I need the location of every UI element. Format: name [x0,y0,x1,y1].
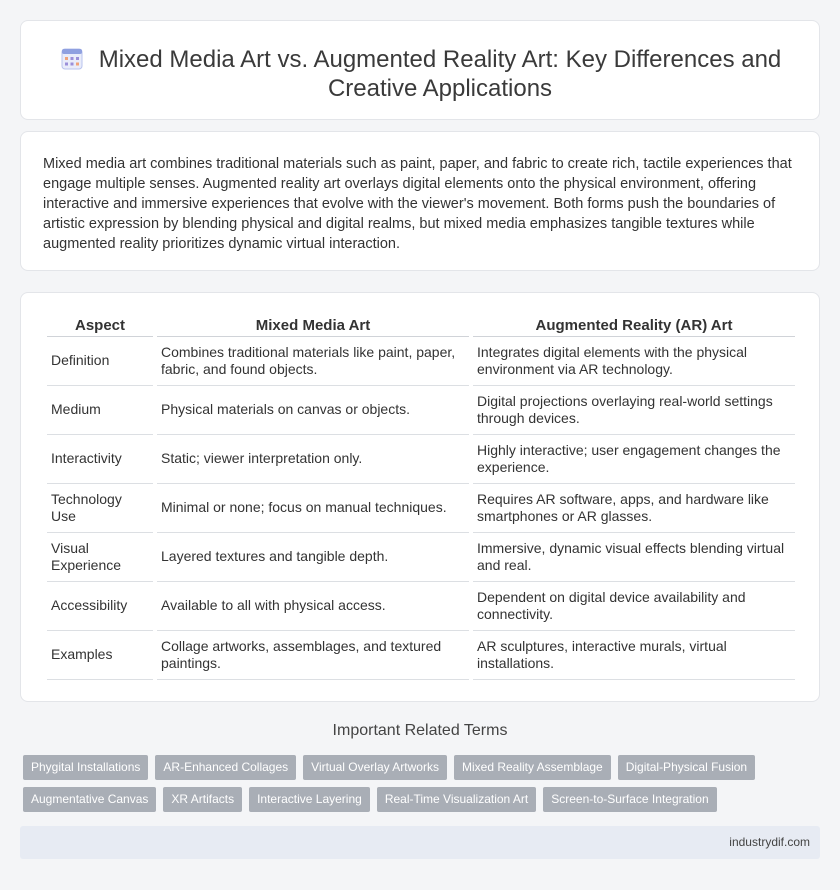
intro-card [20,131,820,271]
page-title: Mixed Media Art vs. Augmented Reality Art: Key Differences and Creative Applications [98,46,782,102]
footer-bar [20,826,820,859]
row-aspect: Technology Use [47,484,153,533]
row-mixed-media: Available to all with physical access. [157,582,469,631]
table-row [47,533,795,582]
intro-paragraph: Mixed media art combines traditional materials such as paint, paper, and fabric to create rich, tactile experiences that engage multiple senses. Augmented reality art overlays digital elements onto the physical environment, offering interactive and immersive experiences that evolve with the viewer's movement. Both forms push the boundaries of artistic expression by blending physical and digital realms, but mixed media emphasizes tangible textures while augmented reality prioritizes dynamic virtual interaction. [43,156,792,252]
row-mixed-media: Collage artworks, assemblages, and textured paintings. [157,631,469,680]
row-augmented-reality: Highly interactive; user engagement changes the experience. [473,435,795,484]
related-term-tag[interactable]: AR-Enhanced Collages [155,755,296,780]
related-term-tag[interactable]: XR Artifacts [163,787,242,812]
related-terms-row [23,787,803,812]
row-augmented-reality: Requires AR software, apps, and hardware like smartphones or AR glasses. [473,484,795,533]
row-augmented-reality: Dependent on digital device availability and connectivity. [473,582,795,631]
row-augmented-reality: AR sculptures, interactive murals, virtual installations. [473,631,795,680]
row-mixed-media: Static; viewer interpretation only. [157,435,469,484]
table-row [47,386,795,435]
footer-site-link[interactable]: industrydif.com [729,835,810,849]
row-mixed-media: Physical materials on canvas or objects. [157,386,469,435]
header-augmented-reality: Augmented Reality (AR) Art [473,315,795,337]
table-row [47,337,795,386]
related-term-tag[interactable]: Augmentative Canvas [23,787,156,812]
row-aspect: Interactivity [47,435,153,484]
title-card [20,20,820,120]
related-term-tag[interactable]: Digital-Physical Fusion [618,755,755,780]
table-row [47,631,795,680]
header-mixed-media: Mixed Media Art [157,315,469,337]
related-term-tag[interactable]: Interactive Layering [249,787,370,812]
document-grid-icon [61,48,83,70]
related-terms-list [23,755,803,819]
related-term-tag[interactable]: Mixed Reality Assemblage [454,755,611,780]
row-mixed-media: Combines traditional materials like paint, paper, fabric, and found objects. [157,337,469,386]
comparison-table [43,315,799,680]
row-aspect: Accessibility [47,582,153,631]
related-terms-row [23,755,803,780]
row-aspect: Examples [47,631,153,680]
table-row [47,582,795,631]
related-term-tag[interactable]: Phygital Installations [23,755,148,780]
related-term-tag[interactable]: Screen-to-Surface Integration [543,787,716,812]
header-aspect: Aspect [47,315,153,337]
row-aspect: Definition [47,337,153,386]
row-mixed-media: Layered textures and tangible depth. [157,533,469,582]
row-augmented-reality: Immersive, dynamic visual effects blending virtual and real. [473,533,795,582]
related-terms-heading: Important Related Terms [332,722,508,739]
row-augmented-reality: Integrates digital elements with the physical environment via AR technology. [473,337,795,386]
table-row [47,435,795,484]
row-augmented-reality: Digital projections overlaying real-world settings through devices. [473,386,795,435]
table-header-row [47,315,795,337]
row-aspect: Visual Experience [47,533,153,582]
comparison-table-card [20,292,820,702]
row-mixed-media: Minimal or none; focus on manual techniques. [157,484,469,533]
row-aspect: Medium [47,386,153,435]
related-term-tag[interactable]: Real-Time Visualization Art [377,787,536,812]
table-row [47,484,795,533]
related-term-tag[interactable]: Virtual Overlay Artworks [303,755,447,780]
